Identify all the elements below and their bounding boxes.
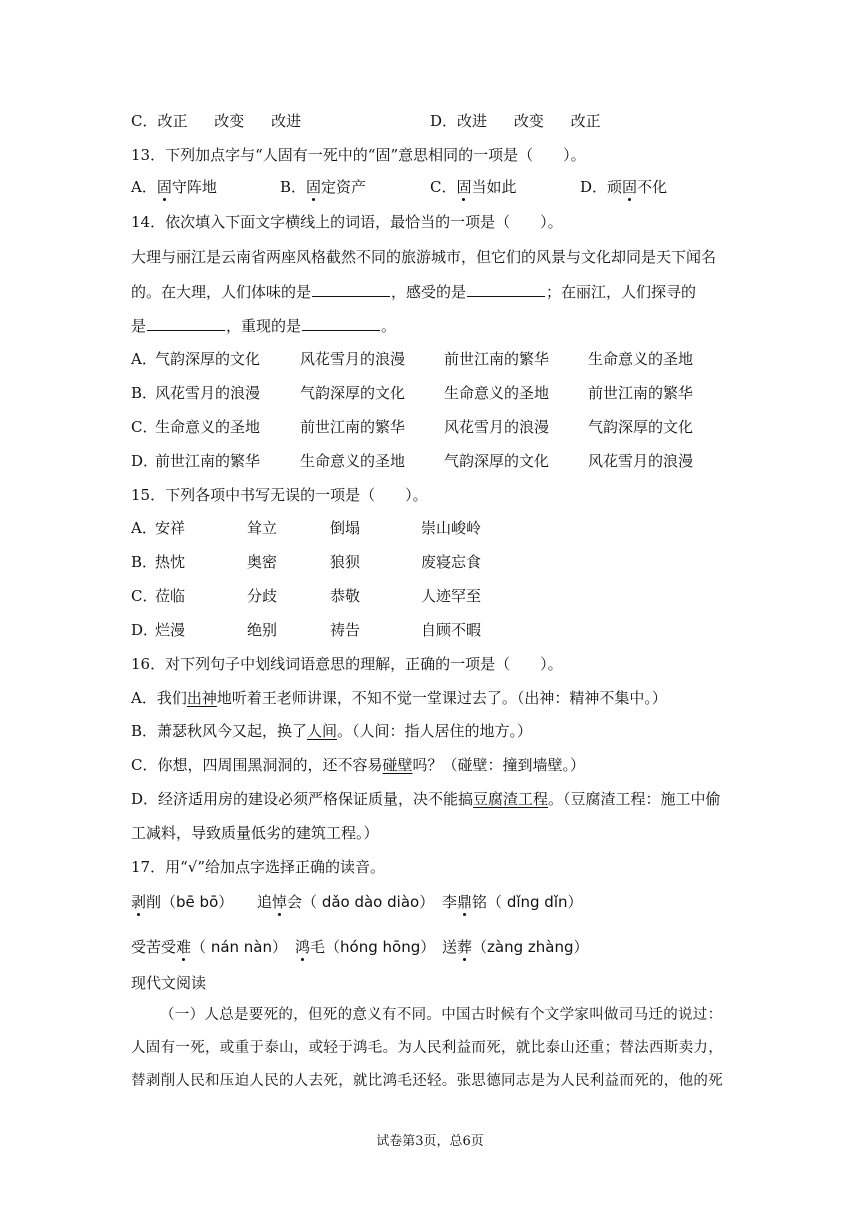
q17-4-pre: 受苦受 bbox=[131, 938, 177, 956]
q17-6-post: （ bbox=[472, 938, 488, 956]
q15-option-d-item-2: 绝别 bbox=[247, 621, 278, 639]
q14-option-a-item-2: 风花雪月的浪漫 bbox=[300, 350, 406, 368]
q17-6-pinyin[interactable]: zàng zhàng bbox=[487, 938, 574, 956]
q13-a-post: 守阵地 bbox=[171, 178, 217, 196]
q14-option-d-item-2: 生命意义的圣地 bbox=[300, 452, 406, 470]
q14-option-b-item-3: 生命意义的圣地 bbox=[444, 384, 550, 402]
q17-item-3 bbox=[442, 892, 583, 912]
q17-5-key: 鸿 bbox=[295, 938, 311, 956]
q13-d-post: 不化 bbox=[637, 178, 668, 196]
q14-option-d-item-3: 气韵深厚的文化 bbox=[444, 452, 550, 470]
q16-a-post: 地听着王老师讲课，不知不觉一堂课过去了。（出神：精神不集中。） bbox=[216, 689, 667, 707]
q16-a-underlined: 出神 bbox=[186, 689, 217, 707]
q13-d-label: D． bbox=[580, 178, 608, 196]
q14-option-a-label: A． bbox=[131, 350, 157, 368]
q17-6-end: ） bbox=[573, 938, 589, 956]
q13-b-post: 定资产 bbox=[321, 178, 367, 196]
q14-option-a-item-1: 气韵深厚的文化 bbox=[155, 350, 261, 368]
q13-c-key: 固 bbox=[456, 178, 472, 196]
q17-4-post: （ bbox=[191, 938, 211, 956]
q17-5-post: 毛（ bbox=[310, 938, 341, 956]
q17-item-6 bbox=[442, 937, 589, 957]
q13-c-post: 当如此 bbox=[471, 178, 517, 196]
q17-2-pinyin[interactable]: dǎo dào diào bbox=[321, 893, 420, 911]
q16-b-underlined: 人间 bbox=[307, 722, 338, 740]
q15-option-b-item-4: 废寝忘食 bbox=[421, 553, 482, 571]
q17-1-pinyin[interactable]: bē bō bbox=[176, 893, 219, 911]
q16-option-d bbox=[131, 789, 721, 809]
q15-option-b-label: B． bbox=[131, 553, 158, 571]
option-d-word-1: 改进 bbox=[457, 112, 488, 130]
q17-3-pinyin[interactable]: dǐng dǐn bbox=[506, 893, 568, 911]
q17-4-end: ） bbox=[272, 938, 288, 956]
q15-option-d-item-4: 自顾不暇 bbox=[421, 621, 482, 639]
q14-option-d-item-1: 前世江南的繁华 bbox=[155, 452, 261, 470]
q15-option-a-item-4: 崇山峻岭 bbox=[421, 519, 482, 537]
q17-1-post: 削（ bbox=[146, 893, 177, 911]
q14-option-c-item-1: 生命意义的圣地 bbox=[155, 418, 261, 436]
option-c-word-3: 改进 bbox=[271, 112, 302, 130]
option-d-label: D． bbox=[430, 112, 458, 130]
q15-option-c-label: C． bbox=[131, 587, 158, 605]
q14-text-2c: ；在丽江，人们探寻的 bbox=[546, 283, 697, 301]
q15-option-a-item-3: 倒塌 bbox=[330, 519, 361, 537]
option-c-word-1: 改正 bbox=[157, 112, 188, 130]
q17-2-key: 悼 bbox=[272, 893, 288, 911]
q17-4-pinyin[interactable]: nán nàn bbox=[210, 938, 272, 956]
q14-option-b-item-2: 气韵深厚的文化 bbox=[300, 384, 406, 402]
q16-c-underlined: 碰壁 bbox=[382, 756, 413, 774]
q13-option-c bbox=[430, 177, 517, 197]
q14-option-c-item-3: 风花雪月的浪漫 bbox=[444, 418, 550, 436]
q17-5-end: ） bbox=[420, 938, 436, 956]
q16-option-b bbox=[131, 721, 532, 741]
q17-2-end: ） bbox=[419, 893, 435, 911]
q14-option-b-label: B． bbox=[131, 384, 158, 402]
q14-text-2b: ，感受的是 bbox=[391, 283, 467, 301]
q17-item-2 bbox=[257, 892, 434, 912]
q13-option-b bbox=[280, 177, 366, 197]
q17-stem: 17．用“√”给加点字选择正确的读音。 bbox=[131, 858, 385, 876]
q17-6-pre: 送 bbox=[442, 938, 458, 956]
q13-stem-key: 固 bbox=[277, 146, 293, 164]
q14-text-2a: 的。在大理，人们体味的是 bbox=[131, 283, 312, 301]
q15-option-b-item-2: 奥密 bbox=[247, 553, 278, 571]
q16-a-pre: A．我们 bbox=[131, 689, 187, 707]
q14-text-3c: 。 bbox=[381, 317, 397, 335]
option-c-label: C． bbox=[131, 112, 158, 130]
q14-text-3a: 是 bbox=[131, 317, 147, 335]
q16-c-pre: C．你想，四周围黑洞洞的，还不容易 bbox=[131, 756, 383, 774]
q15-option-c-item-1: 莅临 bbox=[155, 587, 186, 605]
q17-3-pre: 李 bbox=[442, 893, 458, 911]
q17-item-5 bbox=[295, 937, 435, 957]
option-c-word-2: 改变 bbox=[214, 112, 245, 130]
q16-c-post: 吗？（碰壁：撞到墙壁。） bbox=[412, 756, 586, 774]
fill-blank-3[interactable] bbox=[147, 316, 225, 331]
q15-option-b-item-1: 热忱 bbox=[155, 553, 186, 571]
q14-option-b-item-4: 前世江南的繁华 bbox=[588, 384, 694, 402]
q13-c-label: C． bbox=[430, 178, 457, 196]
section-heading: 现代文阅读 bbox=[131, 974, 207, 992]
q15-option-c-item-3: 恭敬 bbox=[330, 587, 361, 605]
q15-option-c-item-2: 分歧 bbox=[247, 587, 278, 605]
q14-option-d-label: D． bbox=[131, 452, 159, 470]
q17-3-end: ） bbox=[567, 893, 583, 911]
q17-1-key: 剥 bbox=[131, 893, 147, 911]
fill-blank-1[interactable] bbox=[312, 282, 390, 297]
q17-6-key: 葬 bbox=[457, 938, 473, 956]
q13-a-key: 固 bbox=[156, 178, 172, 196]
q15-option-a-label: A． bbox=[131, 519, 157, 537]
q17-5-pinyin[interactable]: hóng hōng bbox=[340, 938, 421, 956]
q15-option-d-label: D． bbox=[131, 621, 159, 639]
q16-b-post: 。（人间：指人居住的地方。） bbox=[337, 722, 533, 740]
q13-d-pre: 顽 bbox=[607, 178, 623, 196]
q13-d-key: 固 bbox=[622, 178, 638, 196]
q13-option-a bbox=[131, 177, 217, 197]
q12-option-d bbox=[430, 111, 601, 131]
q15-option-a-item-2: 耸立 bbox=[247, 519, 278, 537]
q16-option-d-cont: 工减料，导致质量低劣的建筑工程。） bbox=[131, 824, 379, 842]
option-d-word-3: 改正 bbox=[570, 112, 601, 130]
q14-option-c-label: C． bbox=[131, 418, 158, 436]
q17-item-4 bbox=[131, 937, 287, 957]
q15-option-d-item-1: 烂漫 bbox=[155, 621, 186, 639]
reading-para-line-3: 替剥削人民和压迫人民的人去死，就比鸿毛还轻。张思德同志是为人民利益而死的，他的死 bbox=[131, 1073, 723, 1089]
q17-3-post: 铭（ bbox=[472, 893, 507, 911]
q15-option-d-item-3: 祷告 bbox=[330, 621, 361, 639]
q16-d-post: 。（豆腐渣工程：施工中偷 bbox=[548, 790, 721, 808]
q17-1-end: ） bbox=[218, 893, 234, 911]
q14-option-c-item-2: 前世江南的繁华 bbox=[300, 418, 406, 436]
q17-4-key: 难 bbox=[176, 938, 192, 956]
fill-blank-4[interactable] bbox=[302, 316, 380, 331]
q14-passage-line-2 bbox=[131, 282, 696, 302]
q16-b-pre: B．萧瑟秋风今又起，换了 bbox=[131, 722, 308, 740]
q16-d-underlined: 豆腐渣工程 bbox=[473, 790, 549, 808]
q14-text-3b: ，重现的是 bbox=[226, 317, 302, 335]
q17-3-key: 鼎 bbox=[457, 893, 473, 911]
option-d-word-2: 改变 bbox=[513, 112, 544, 130]
q14-option-b-item-1: 风花雪月的浪漫 bbox=[155, 384, 261, 402]
q16-d-pre: D．经济适用房的建设必须严格保证质量，决不能搞 bbox=[131, 790, 474, 808]
q13-stem bbox=[131, 145, 586, 165]
q12-options-row bbox=[131, 111, 301, 131]
reading-para-line-1: （一）人总是要死的，但死的意义有不同。中国古时候有个文学家叫做司马迁的说过： bbox=[160, 1007, 723, 1023]
q15-stem: 15．下列各项中书写无误的一项是（ ）。 bbox=[131, 486, 428, 504]
q16-stem: 16．对下列句子中划线词语意思的理解，正确的一项是（ ）。 bbox=[131, 655, 563, 673]
q17-2-pre: 追 bbox=[257, 893, 273, 911]
q14-passage-line-3 bbox=[131, 316, 396, 336]
q15-option-c-item-4: 人迹罕至 bbox=[421, 587, 482, 605]
q17-item-1 bbox=[131, 892, 233, 912]
q16-option-c bbox=[131, 755, 585, 775]
q14-passage-line-1: 大理与丽江是云南省两座风格截然不同的旅游城市，但它们的风景与文化却同是天下闻名 bbox=[131, 248, 717, 266]
reading-para-line-2: 人固有一死，或重于泰山，或轻于鸿毛。为人民利益而死，就比泰山还重；替法西斯卖力， bbox=[131, 1040, 723, 1056]
q13-b-label: B． bbox=[280, 178, 307, 196]
q13-a-label: A． bbox=[131, 178, 157, 196]
page-footer: 试卷第3页，总6页 bbox=[376, 1134, 484, 1149]
q14-option-d-item-4: 风花雪月的浪漫 bbox=[588, 452, 694, 470]
q14-option-a-item-3: 前世江南的繁华 bbox=[444, 350, 550, 368]
q14-option-a-item-4: 生命意义的圣地 bbox=[588, 350, 694, 368]
fill-blank-2[interactable] bbox=[467, 282, 545, 297]
q13-b-key: 固 bbox=[306, 178, 322, 196]
q14-stem: 14．依次填入下面文字横线上的词语，最恰当的一项是（ ）。 bbox=[131, 213, 563, 231]
q13-stem-b: 有一死中的“固”意思相同的一项是（ ）。 bbox=[292, 146, 586, 164]
q15-option-b-item-3: 狼狈 bbox=[330, 553, 361, 571]
q13-option-d bbox=[580, 177, 667, 197]
q15-option-a-item-1: 安祥 bbox=[155, 519, 186, 537]
q16-option-a bbox=[131, 688, 667, 708]
q14-option-c-item-4: 气韵深厚的文化 bbox=[588, 418, 694, 436]
q13-stem-a: 13．下列加点字与“人 bbox=[131, 146, 278, 164]
q17-2-post: 会（ bbox=[287, 893, 322, 911]
